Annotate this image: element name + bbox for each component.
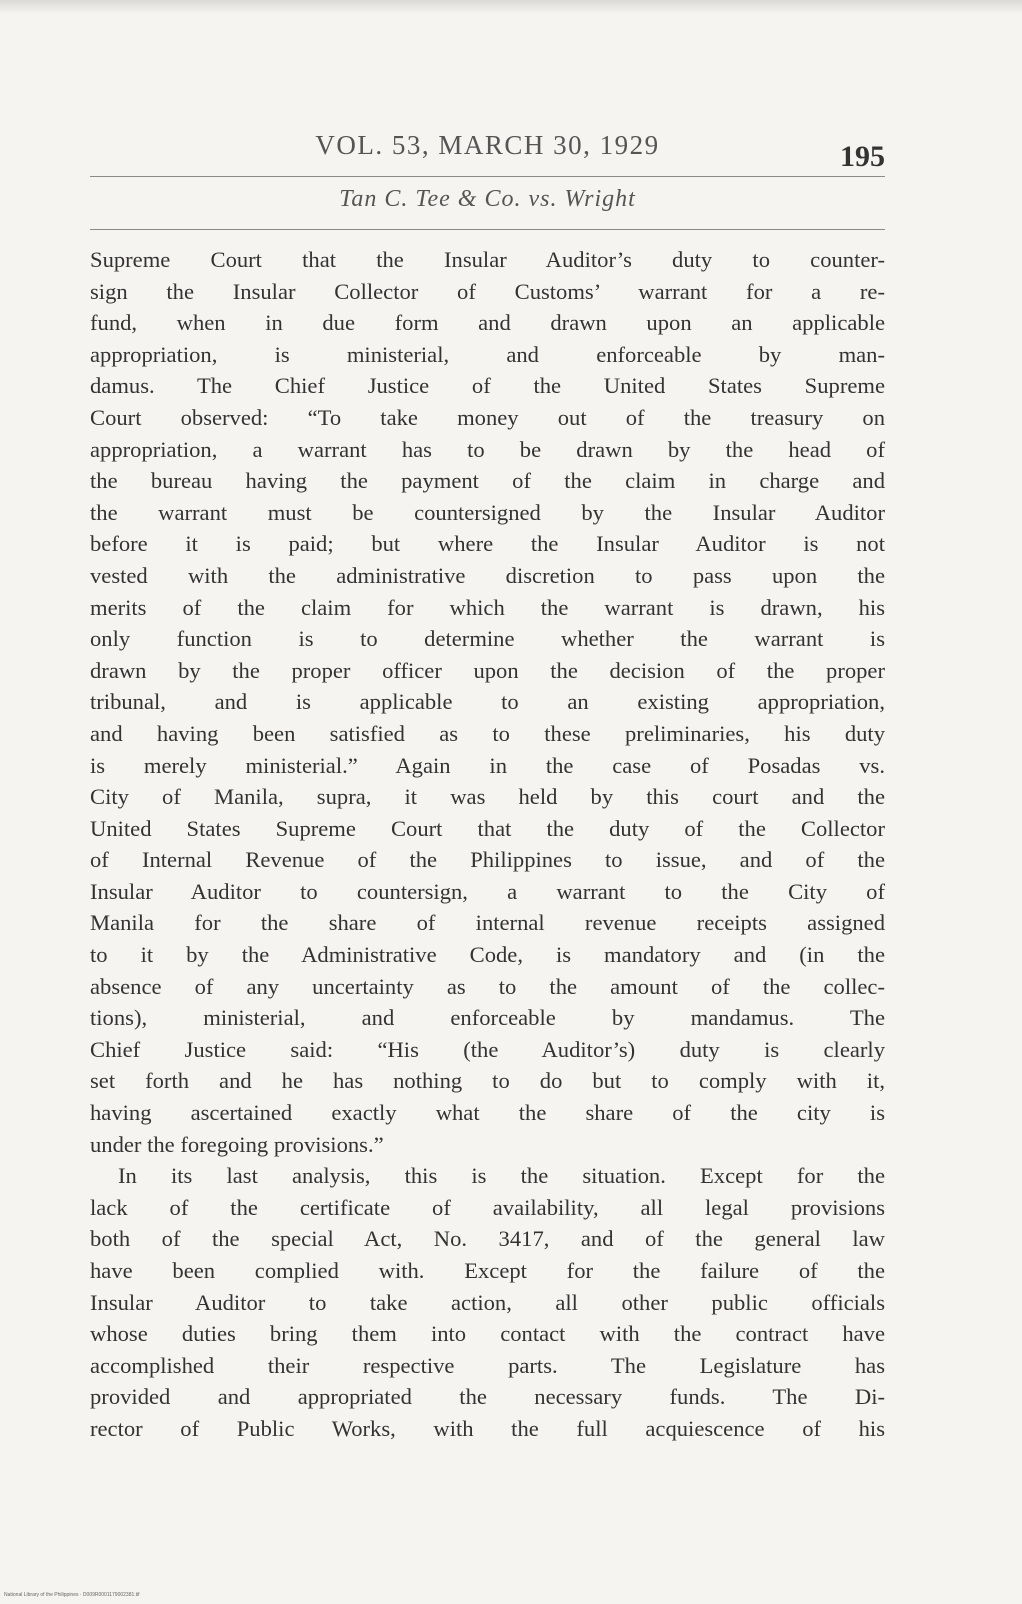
text-line: Court observed: “To take money out of the treasury on: [90, 404, 885, 430]
text-line: the bureau having the payment of the claim in charge and: [90, 468, 885, 494]
text-line: is merely ministerial.” Again in the case of Posadas vs.: [90, 752, 885, 778]
text-line: before it is paid; but where the Insular Auditor is not: [90, 531, 885, 557]
text-line: tribunal, and is applicable to an existing appropriation,: [90, 689, 885, 715]
text-line: tions), ministerial, and enforceable by mandamus. The: [90, 1005, 885, 1031]
scan-edge: [0, 0, 1022, 14]
case-title: Tan C. Tee & Co. vs. Wright: [339, 186, 636, 212]
text-line: accomplished their respective parts. The Legislature has: [90, 1352, 885, 1378]
text-line: sign the Insular Collector of Customs’ warrant for a re-: [90, 278, 885, 304]
text-line: have been complied with. Except for the failure of the: [90, 1258, 885, 1283]
text-line: set forth and he has nothing to do but to comply with it,: [90, 1068, 885, 1094]
text-line: United States Supreme Court that the duty of the Collector: [90, 815, 885, 841]
text-line: of Internal Revenue of the Philippines to issue, and of the: [90, 847, 885, 873]
text-line: provided and appropriated the necessary funds. The Di-: [90, 1384, 885, 1410]
text-line: Insular Auditor to countersign, a warrant to the City of: [90, 878, 885, 904]
header-rule-bottom: [90, 229, 885, 230]
text-line: the warrant must be countersigned by the Insular Auditor: [90, 499, 885, 525]
text-line: drawn by the proper officer upon the decision of the proper: [90, 657, 885, 683]
text-line: fund, when in due form and drawn upon an applicable: [90, 310, 885, 336]
text-line: and having been satisfied as to these preliminaries, his duty: [90, 720, 885, 746]
text-line: appropriation, is ministerial, and enforceable by man-: [90, 341, 885, 367]
scan-footer-stamp: National Library of the Philippines · D009R0001179002381.tif: [4, 1592, 140, 1598]
text-line: Manila for the share of internal revenue receipts assigned: [90, 910, 885, 936]
text-line: Insular Auditor to take action, all other public officials: [90, 1289, 885, 1315]
text-line: to it by the Administrative Code, is mandatory and (in the: [90, 942, 885, 968]
text-line: lack of the certificate of availability, all legal provisions: [90, 1194, 885, 1220]
running-head: [90, 130, 885, 173]
text-line: both of the special Act, No. 3417, and of the general law: [90, 1226, 885, 1252]
volume-date-line: VOL. 53, MARCH 30, 1929: [315, 130, 660, 160]
header-rule-top: [90, 176, 885, 177]
text-line: whose duties bring them into contact with the contract have: [90, 1321, 885, 1347]
text-line: Supreme Court that the Insular Auditor’s duty to counter-: [90, 247, 885, 272]
text-line: Chief Justice said: “His (the Auditor’s) duty is clearly: [90, 1036, 885, 1062]
text-line: absence of any uncertainty as to the amount of the collec-: [90, 973, 885, 999]
page-number: 195: [840, 140, 885, 173]
text-line: appropriation, a warrant has to be drawn by the head of: [90, 436, 885, 462]
body-text: [90, 244, 885, 1445]
text-line: merits of the claim for which the warrant is drawn, his: [90, 594, 885, 620]
text-line: rector of Public Works, with the full acquiescence of his: [90, 1415, 885, 1441]
text-line: having ascertained exactly what the share of the city is: [90, 1100, 885, 1126]
text-line: In its last analysis, this is the situation. Except for the: [118, 1163, 885, 1189]
text-line: damus. The Chief Justice of the United States Supreme: [90, 373, 885, 399]
text-line: City of Manila, supra, it was held by this court and the: [90, 784, 885, 810]
text-line: vested with the administrative discretion to pass upon the: [90, 562, 885, 588]
text-line: only function is to determine whether the warrant is: [90, 626, 885, 652]
text-line: under the foregoing provisions.”: [90, 1131, 384, 1157]
